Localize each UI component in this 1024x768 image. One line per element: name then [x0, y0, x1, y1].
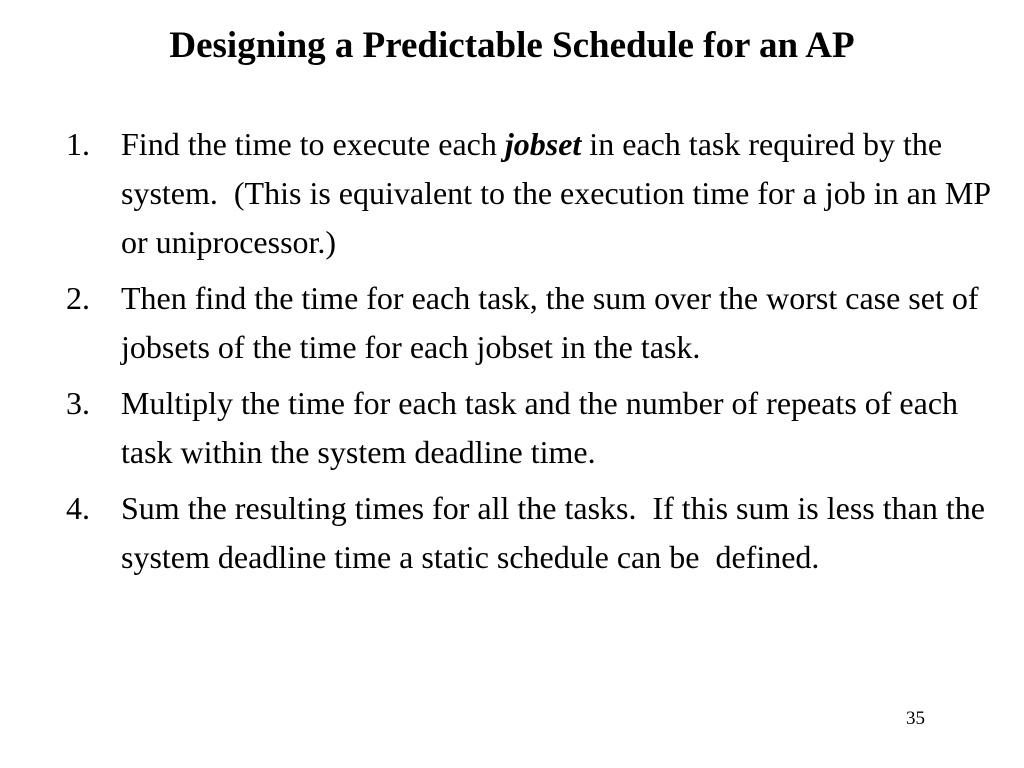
step-text-end: in each task required by the system. (This is equivalent to the execution time for a job in an MP or uniprocessor.) — [121, 126, 998, 260]
step-item-4 — [66, 484, 996, 582]
step-text: Sum the resulting times for all the tasks. If this sum is less than the system deadline time a static schedule can be defined. — [121, 490, 993, 575]
jobset-emphasis: jobset — [504, 126, 582, 162]
step-item-2 — [66, 274, 996, 372]
step-text-start: Find the time to execute each — [121, 126, 505, 162]
step-number: 3. — [66, 385, 90, 421]
step-list — [66, 120, 996, 589]
step-item-3 — [66, 379, 996, 477]
step-text: Then find the time for each task, the sum over the worst case set of jobsets of the time for each jobset in the task. — [121, 280, 987, 365]
page-number: 35 — [906, 708, 925, 729]
slide-title: Designing a Predictable Schedule for an AP — [169, 25, 855, 66]
step-number: 2. — [66, 280, 90, 316]
step-number: 1. — [66, 126, 90, 162]
step-item-1 — [66, 120, 996, 267]
step-text — [121, 126, 998, 260]
step-number: 4. — [66, 490, 90, 526]
step-text: Multiply the time for each task and the number of repeats of each task within the system deadline time. — [121, 385, 967, 470]
